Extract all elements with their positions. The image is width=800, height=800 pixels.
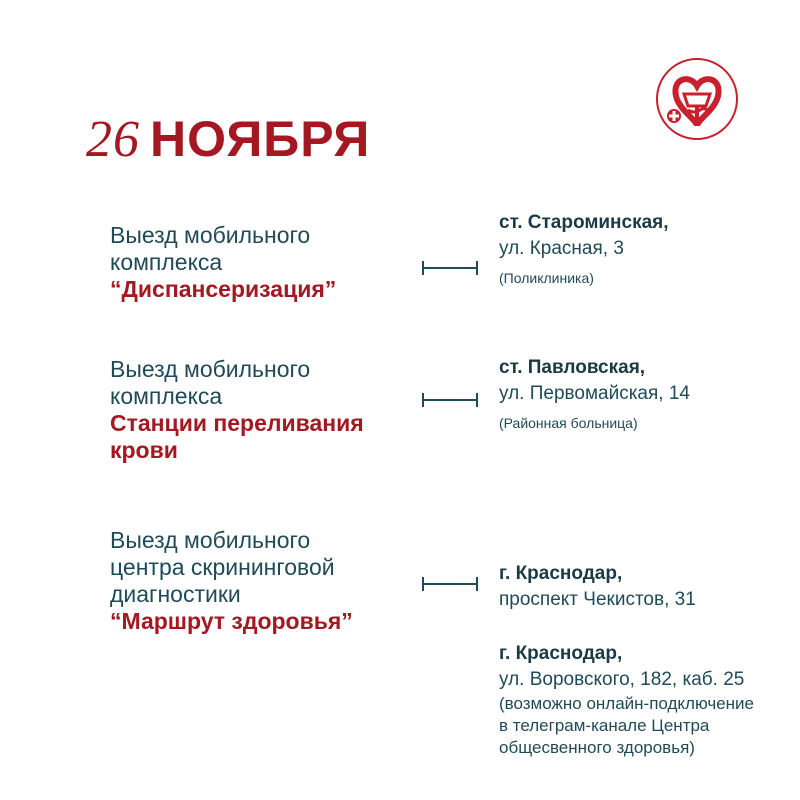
address-city: ст. Староминская, <box>499 212 669 233</box>
address-street: ул. Воровского, 182, каб. 25 <box>499 669 745 690</box>
event-highlight: “Диспансеризация” <box>110 276 337 302</box>
event-line: комплекса <box>110 249 223 275</box>
event-line: комплекса <box>110 383 223 409</box>
connector-line <box>422 261 478 275</box>
connector-line <box>422 577 478 591</box>
date-heading <box>86 111 371 168</box>
address-note: (Районная больница) <box>499 415 638 431</box>
event-3-address <box>499 561 799 613</box>
address-note: в телеграм-канале Центра <box>499 716 710 735</box>
date-month: НОЯБРЯ <box>150 111 371 167</box>
address-street: ул. Первомайская, 14 <box>499 383 690 404</box>
address-street: ул. Красная, 3 <box>499 238 624 259</box>
event-3-description <box>110 527 410 635</box>
event-highlight: Станции переливания <box>110 410 364 436</box>
event-line: Выезд мобильного <box>110 527 311 553</box>
event-1-description <box>110 222 410 303</box>
date-day: 26 <box>86 111 140 168</box>
ministry-health-emblem-icon <box>654 56 740 142</box>
address-city: ст. Павловская, <box>499 357 646 378</box>
event-line: центра скрининговой <box>110 554 335 580</box>
event-1-address <box>499 210 799 289</box>
address-street: проспект Чекистов, 31 <box>499 589 696 610</box>
address-note: общесвенного здоровья) <box>499 738 695 757</box>
address-city: г. Краснодар, <box>499 563 623 584</box>
event-2-description <box>110 356 410 464</box>
event-line: Выезд мобильного <box>110 356 311 382</box>
address-note: (возможно онлайн-подключение <box>499 694 754 713</box>
address-note: (Поликлиника) <box>499 270 594 286</box>
event-3-address-2 <box>499 641 799 759</box>
address-city: г. Краснодар, <box>499 643 623 664</box>
event-highlight: “Маршрут здоровья” <box>110 608 353 634</box>
connector-line <box>422 393 478 407</box>
event-highlight: крови <box>110 437 178 463</box>
event-2-address <box>499 355 799 434</box>
event-line: Выезд мобильного <box>110 222 311 248</box>
event-line: диагностики <box>110 581 241 607</box>
